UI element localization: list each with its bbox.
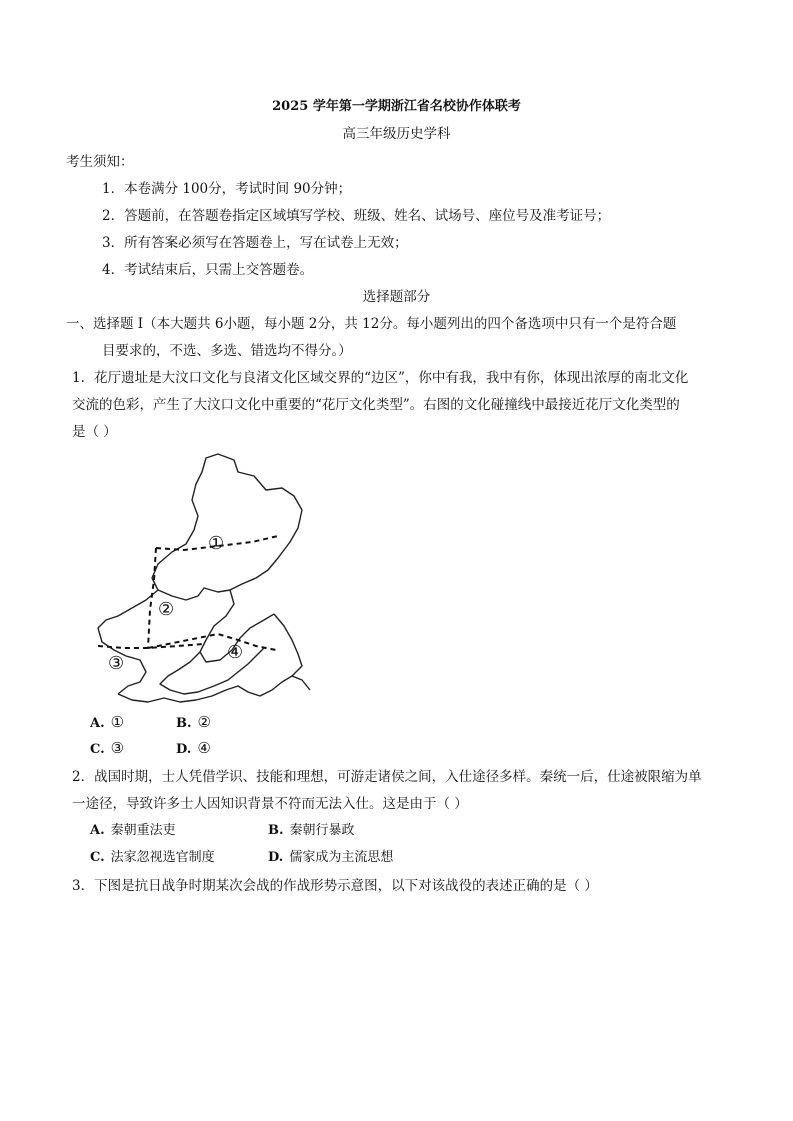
notice-heading: 考生须知：: [66, 154, 134, 170]
section-title: 选择题部分: [362, 289, 431, 305]
option-text: 秦朝行暴政: [289, 823, 355, 838]
map-line-4: [148, 634, 276, 650]
map-label-4: ④: [227, 642, 244, 663]
map-coastline-east: [274, 614, 302, 676]
notice-item: 2．答题前，在答题卷指定区域填写学校、班级、姓名、试场号、座位号及准考证号；: [102, 208, 611, 224]
map-peninsula: [160, 648, 264, 694]
option-text: ②: [197, 713, 211, 731]
option-label: D.: [268, 850, 284, 865]
option-label: A.: [90, 716, 105, 731]
option-label: D.: [176, 742, 192, 757]
q2-stem-line1: 2．战国时期，士人凭借学识、技能和理想，可游走诸侯之间，入仕途径多样。秦统一后，仕途被限缩为单: [72, 769, 702, 785]
notice-item: 4．考试结束后，只需上交答题卷。: [102, 262, 314, 278]
option-text: 秦朝重法吏: [110, 823, 176, 838]
option-label: B.: [268, 823, 284, 838]
q2-stem-line2: 一途径，导致许多士人因知识背景不符而无法入仕。这是由于（ ）: [72, 796, 468, 812]
option-text: ④: [197, 739, 211, 757]
q1-stem-line2: 交流的色彩，产生了大汶口文化中重要的“花厅文化类型”。右图的文化碰撞线中最接近花厅文化类型的: [72, 397, 680, 413]
q1-option-c[interactable]: [90, 739, 124, 759]
q3-stem-line1: 3．下图是抗日战争时期某次会战的作战形势示意图，以下对该战役的表述正确的是（ ）: [72, 878, 598, 894]
q1-option-b[interactable]: [176, 713, 211, 733]
option-label: C.: [90, 742, 105, 757]
q1-stem-line3: 是（ ）: [72, 424, 117, 440]
q2-option-a[interactable]: [90, 822, 176, 840]
section-instruction: 一、选择题 I（本大题共 6小题，每小题 2分，共 12分。每小题列出的四个备选项中只有一个是符合题: [66, 316, 677, 332]
map-coastline-south: [118, 676, 310, 702]
section-instruction-cont: 目要求的，不选、多选、错选均不得分。）: [102, 343, 352, 359]
q2-option-c[interactable]: [90, 849, 215, 867]
q1-stem-line1: 1．花厅遗址是大汶口文化与良渚文化区域交界的“边区”，你中有我，我中有你，体现出浓厚的南北文化: [72, 370, 689, 386]
option-text: ③: [110, 739, 125, 757]
map-label-3: ③: [108, 653, 125, 674]
q2-option-d[interactable]: [268, 849, 393, 867]
option-text: ①: [110, 713, 125, 731]
option-label: A.: [90, 823, 105, 838]
map-label-1: ①: [208, 533, 225, 554]
option-label: C.: [90, 850, 105, 865]
q1-map-figure: [88, 450, 313, 708]
q2-option-b[interactable]: [268, 822, 355, 840]
map-coastline-north: [152, 454, 302, 600]
exam-subtitle: 高三年级历史学科: [342, 126, 451, 142]
option-text: 法家忽视选官制度: [110, 850, 215, 865]
q1-option-d[interactable]: [176, 739, 211, 759]
notice-item: 1．本卷满分 100分，考试时间 90分钟；: [102, 181, 352, 197]
q1-option-a[interactable]: [90, 713, 124, 733]
exam-title: 2025 学年第一学期浙江省名校协作体联考: [272, 99, 521, 114]
map-label-2: ②: [158, 599, 175, 620]
option-text: 儒家成为主流思想: [289, 850, 394, 865]
notice-item: 3．所有答案必须写在答题卷上，写在试卷上无效；: [102, 235, 408, 251]
option-label: B.: [176, 716, 192, 731]
